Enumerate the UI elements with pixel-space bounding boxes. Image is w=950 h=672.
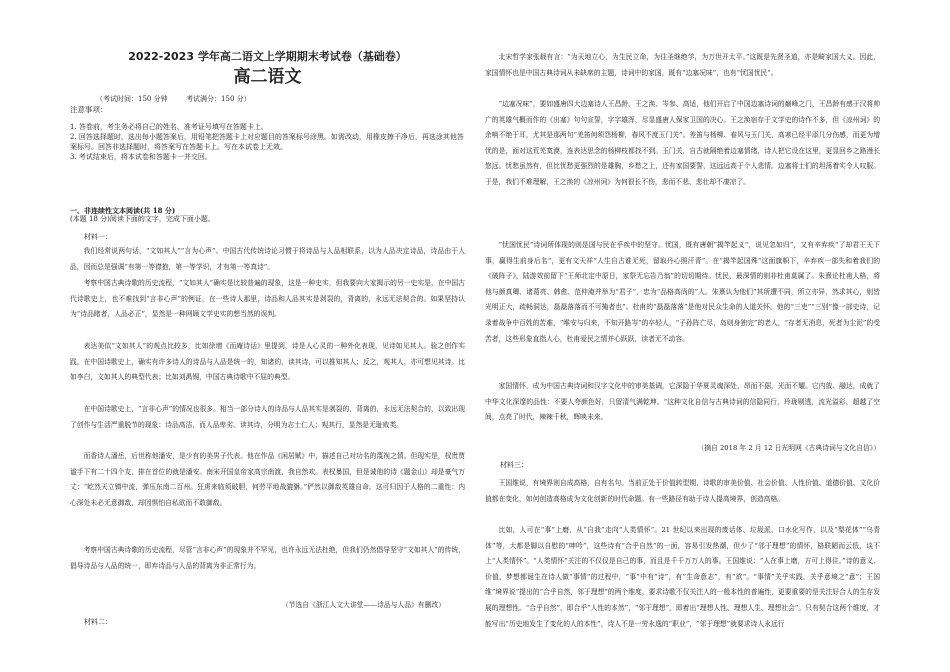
exam-title: 2022-2023 学年高二语文上学期期末考试卷（基础卷） bbox=[128, 50, 407, 63]
exam-time: （考试时间：150 分钟 bbox=[96, 95, 168, 103]
m1-paragraph: 我们经常说两句话，“文如其人”“言为心声”。中国古代传统诗论习惯于将诗品与人品相联系，以为人品决定诗品，诗品由于人品，因而总是强调“有第一等襟抱，第一等学识，才有第一等真诗”。 bbox=[70, 247, 465, 271]
m2-paragraph: “边塞况味”，要如盛唐四大边塞诗人王昌龄、王之涣、岑参、高适，他们开启了中国边塞诗词的巅峰之门，王昌龄有感于汉将帅广的英雄气概而作的《出塞》句句宣誓，字字雄浑，尽显盛唐人保家卫国的决心。王之涣宿存于文学史的诗作不多，但《凉州词》的余响不绝于耳，尤其是那两句“羌笛何须怨杨柳，春风不度玉门关”。差笛与杨柳、春风与玉门关，高寒已经平添几分伤感，而更为增忧的是，面对这荒芜寞漠，连表达思念的杨柳枝都找不到。玉门关，自古就隔绝着边塞情绪，诗人把它设在这里，更显回乡之路漫长悠远。忧愁虽然有，但比忧愁更强烈的是雄胸，乡愁之上，还有家国要誓，这远远高于个人悲情。边塞将士们的坦荡着实令人叹服。于是，我们不难理解，王之涣的《凉州词》为何很长不伤，悲而不悲、悲壮却不凄凉了。 bbox=[485, 100, 880, 186]
note-item: 2. 回答选择题时，选出每小题答案后，用铅笔把答题卡上对应题目的答案标号涂黑。如需改动，用橡皮擦干净后，再选涂其他答案标号。回答非选择题时，将答案写在答题卡上。写在本试卷上无效。 bbox=[70, 133, 464, 151]
m1-paragraph: 而香诗人潘岳，后世称他潘安，是少有的美男子代表。他在作品《闲居赋》中，描述自己对功名的蔑视之情。但现实是，权贵贾谧手下有二十四个友，排在首位的就是潘安。南宋开国皇帝家高宗南渡，我自然欢。表权暴国，但是诚他的诗《题金山》却是豪气万丈：“屹然天立镇中流，弹压东南二百州。狂虏来临须破胆，何劳平地战貔貅。”俨然以御敌英雄自命。这可归因于人格的二重性：内心深处未必无意御敌，却因惧怕自私欲而不敢御敌。 bbox=[70, 452, 465, 507]
m1-citation: （节选自《浙江人文大讲堂——诗品与人品》有删改） bbox=[281, 601, 445, 609]
section-instruction: (本题 18 分)阅读下面的文字，完成下面小题。 bbox=[70, 215, 215, 223]
section-title: 一、非连续性文本阅读(共 18 分) bbox=[70, 206, 176, 215]
m2-paragraph: “忧国忧民”诗词所体现的则是国与民在乎疾中的坚守。忧国，既有唐朝“揭竿起义”，说见忽如归”，又有辛弃疾“了却君王天下事，赢得生前身后名”，更有文天祥“人生自古谁无死，留取丹心照汗青”。在“揭竿起国殊”这面旗帜下，辛弃疾一部失和着我们的《破阵子》，陆游效前留下“王师北定中原日，家祭无忘告乃翁”的切切期待。忧民，最深情的则非杜甫莫属了。朱熹论杜甫人格，将他与颜真卿、诸葛亮、韩愈、范仲淹并举为“君子”，忠为“品格高尚的”人。朱熹认为他们“其所遭不同，所立亦异，然求其心，则皆光明正大，疏畅洞达，磊磊落落而不可掩者也”。杜甫的“磊磊落落”是他对民众生命的人道关怀。他的“三吏”“三别”像一部史诗，记录着战争中百姓的苦难，“喉安与归来，不知开路岑”的卒轻人，“子孙阵亡尽，岛则身独完”的老人，“存者无消息，死者为尘泥”的受苦者，这些形象直指人心，杜甫爱民之情并心跃跃，读者无不动容。 bbox=[485, 241, 880, 343]
note-item: 3. 考试结束后，将本试卷和答题卡一并交回。 bbox=[70, 153, 212, 161]
full-score: 考试满分：150 分） bbox=[186, 95, 251, 103]
m1-paragraph: 考察中国古典诗歌的历史流程，尽管“言非心声”的现象并不罕见，也许永远无法杜绝，但我们仍然倡导坚守“文如其人”的传统，倡导诗品与人品的统一，即弃诗品与人品的背离为非正常行为。 bbox=[70, 546, 465, 570]
material-2-label: 材料二： bbox=[84, 618, 112, 626]
note-item: 1. 答卷前，考生务必将自己的姓名、准考证号填写在答题卡上。 bbox=[70, 123, 268, 131]
m1-paragraph: 考察中国古典诗歌的历史流程，“文如其人”确实是比较普遍的现象，这是一种史实，但我要向大家揭示的另一史实是，在中国古代诗歌史上，也不难找到“言非心声”的例证，在一些诗人那里，诗品和人品其实是剥裂的，背离的，永远无法契合的。如果坚持认为“诗品睹者，人品必正”，显然是一种网顾文学史实的想当然的误判。 bbox=[70, 279, 465, 319]
m2-paragraph: 北宋哲学家张载有言：“为天地立心，为生民立命，为往圣继绝学，为万世开太平。”这既是先贤圣道，亦是畸家国大义。因此，家国情怀也是中国古典诗词从未缺席的主题，诗词中的家国，既有“边塞况味”，也有“忧国忧民”。 bbox=[485, 53, 880, 77]
m2-citation: （摘自 2018 年 2 月 12 日光明网《古典诗词与文化自信》） bbox=[697, 444, 880, 452]
material-1-label: 材料一： bbox=[84, 233, 112, 241]
m3-paragraph: 比如，人可在“事”上磨，从“自我”走向“人类情怀”。21 世纪以来出现的废话体、垃圾派、口水化写作，以及“梨花体”“乌青体”等，大都是脚以自慰的“呻吟”，这些诗有“合乎自然”的一面，容易引发热潮，但少了“邻于理想”的情怀，格联陋而云低，谈不上“人类情怀”。“人类情怀”关注的不仅仅是自己的事，而且是千千万万人的事。王国维说：“人在事上磨，方可上得住。”诗的意义、价值、梦想都诞生在诗人做“事情”的过程中，“事”中有“诗”，有“生命意志”，有“欲”。“事情”关乎实践，关乎意境之“意”；王国维“境界说”提出的“合乎自然，邻于理想”的两个维度，要求诗歌不仅关注人的一般本性的普遍性，更要重要的是关注好合人的生存发展的理想性。“合乎自然”，即合乎“人性的本然”，“邻于理想”，即着出“理想人性、理想人生、理想社会”。只有契合这两个维度，才能写出“历史地发生了变化的人的本性”，诗人不是一劳永逸的“职业”，“邻于理想”就要求诗人永远行 bbox=[485, 526, 880, 628]
notes-title: 注意事项： bbox=[70, 105, 108, 114]
m1-paragraph: 表达美似“文如其人”的观点比较多，比如徐增《而庵诗话》里提到，诗是人心灵的一种外化表现，见诗如见其人。验之创作实践，在中国诗歌史上，确实有许多诗人的诗品与人品是统一的，知诸的，读其诗，可以推知其人；反之，观其人，亦可想见其诗。比如李白，文如其人的典型代表；比如刘禹锡，中国古典诗歌中不屈的典型。 bbox=[70, 342, 465, 382]
m3-paragraph: 王国维说，有境界则自成高格，自有名句。当前正处于价值转型期，诗歌的审美价值、社会价值、人性价值、道德价值、文化价值都在变化，如何创造高格成为文化创新的时代命题。有一些路径有助于诗人提高境界，创造高格。 bbox=[485, 479, 880, 503]
notes-list bbox=[70, 122, 465, 162]
m1-paragraph: 在中国诗歌史上，“言非心声”的情况也很多。相当一部分诗人的诗品与人品其实是剥裂的，背离的，永远无法契合的，以致出现了创作与生活严重脱节的现象：诗品高洁，而人品卑劣。读其诗，分明为志士仁人；观其行，显然是无耻败类。 bbox=[70, 405, 465, 429]
exam-info bbox=[96, 94, 251, 104]
material-3-label: 材料三： bbox=[500, 461, 528, 469]
subject-title: 高二语文 bbox=[233, 67, 302, 87]
m2-paragraph: 家国情怀，成为中国古典诗词和汉字文化中的审美基调，它深隐于华夏灵魂深处，昂而不倨，光而不耀。它内敛、融达，成就了中华文化深邃的品性：不要人夸颜色好，只留清气满乾坤。“这种文化自信与古典诗词的信隐同行，玲珑剔透，流光溢彩，超越了空间，点亮了时代，辣辣千秋，辉映未来。 bbox=[485, 382, 880, 422]
